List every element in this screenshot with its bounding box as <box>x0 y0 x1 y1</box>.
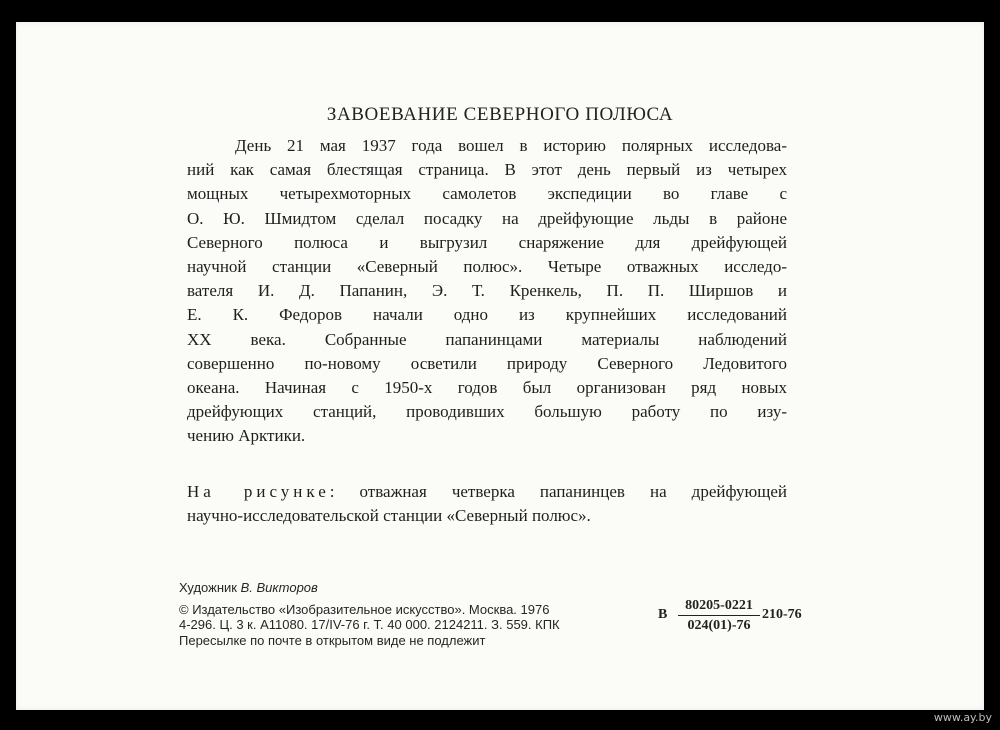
artist-credit <box>179 580 560 596</box>
code-denominator: 024(01)-76 <box>687 618 751 633</box>
body-line: О. Ю. Шмидтом сделал посадку на дрейфующие льды в районе <box>187 208 787 228</box>
body-text <box>187 134 787 448</box>
body-line: ний как самая блестящая страница. В этот день первый из четырех <box>187 160 787 180</box>
body-line: мощных четырехмоторных самолетов экспедиции во главе с <box>187 184 787 204</box>
body-line: Е. К. Федоров начали одно из крупнейших исследований <box>187 305 787 325</box>
illustration-caption <box>187 480 787 528</box>
publisher-line: © Издательство «Изобразительное искусство». Москва. 1976 <box>179 601 550 617</box>
body-line: Северного полюса и выгрузил снаряжение для дрейфующей <box>187 232 787 252</box>
postcard-back <box>16 22 984 710</box>
body-line: дрейфующих станций, проводивших большую работу по изу- <box>187 402 787 422</box>
body-line: океана. Начиная с 1950-х годов был организован ряд новых <box>187 377 787 397</box>
caption-line-2: научно-исследовательской станции «Северный полюс». <box>187 506 591 526</box>
body-line: День 21 мая 1937 года вошел в историю полярных исследова- <box>235 136 787 155</box>
body-line: XX века. Собранные папанинцами материалы наблюдений <box>187 329 787 349</box>
code-suffix: 210-76 <box>762 607 802 622</box>
print-info: 4-296. Ц. 3 к. А11080. 17/IV-76 г. Т. 40 000. 2124211. З. 559. КПК <box>179 617 560 632</box>
code-numerator: 80205-0221 <box>678 598 760 616</box>
caption-line-1 <box>187 480 787 504</box>
body-line: вателя И. Д. Папанин, Э. Т. Кренкель, П. П. Ширшов и <box>187 281 787 301</box>
body-line: совершенно по-новому осветили природу Северного Ледовитого <box>187 353 787 373</box>
page-title: ЗАВОЕВАНИЕ СЕВЕРНОГО ПОЛЮСА <box>326 104 674 125</box>
mail-note: Пересылке по почте в открытом виде не подлежит <box>179 632 486 648</box>
body-line: научной станции «Северный полюс». Четыре отважных исследо- <box>187 256 787 276</box>
caption-rest: : отважная четверка папанинцев на дрейфующей <box>329 482 787 501</box>
caption-lead: На рисунке <box>187 482 330 501</box>
imprint <box>179 580 560 648</box>
artist-label: Художник <box>179 580 237 595</box>
body-line: чению Арктики. <box>187 426 306 446</box>
code-letter: В <box>658 607 668 622</box>
artist-name: В. Викторов <box>240 580 318 595</box>
watermark: www.ay.by <box>933 711 992 724</box>
